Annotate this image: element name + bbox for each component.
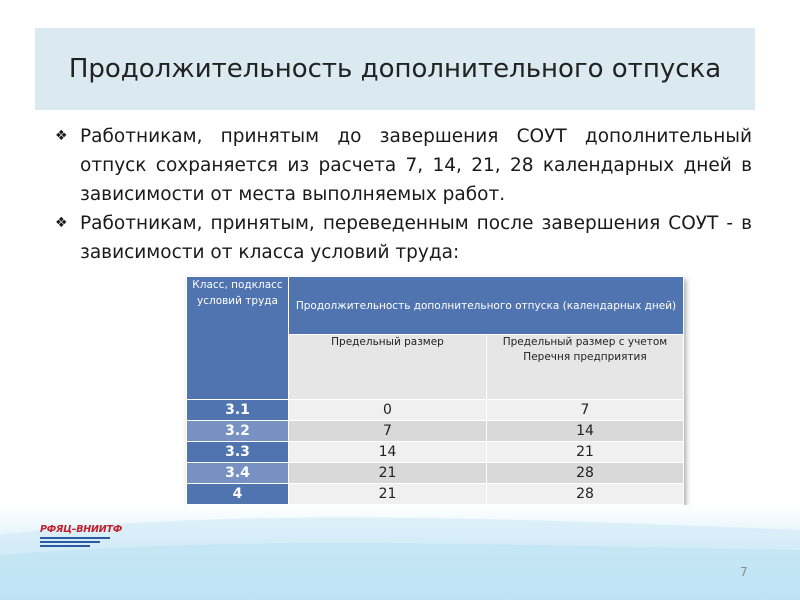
limit-list-cell: 14: [487, 421, 684, 442]
title-band: [35, 28, 755, 110]
table-row: [187, 463, 684, 484]
class-cell: 3.2: [187, 421, 289, 442]
table-row: [187, 442, 684, 463]
limit-list-cell: 21: [487, 442, 684, 463]
header-duration: Продолжительность дополнительного отпуска (календарных дней): [289, 277, 684, 335]
limit-cell: 21: [289, 463, 487, 484]
limit-cell: 21: [289, 484, 487, 505]
class-cell: 4: [187, 484, 289, 505]
table-row: [187, 421, 684, 442]
leave-duration-table: [186, 276, 684, 505]
header-class: Класс, подкласс условий труда: [187, 277, 289, 400]
table-row: [187, 484, 684, 505]
limit-cell: 0: [289, 400, 487, 421]
sub-header-limit: Предельный размер: [289, 335, 487, 400]
bullet-text: Работникам, принятым, переведенным после завершения СОУТ - в зависимости от класса условий труда:: [80, 213, 752, 263]
bullet-list: [55, 122, 752, 267]
sub-header-limit-list: Предельный размер с учетом Перечня предприятия: [487, 335, 684, 400]
limit-list-cell: 7: [487, 400, 684, 421]
logo-text: РФЯЦ–ВНИИТФ: [40, 524, 123, 535]
class-cell: 3.4: [187, 463, 289, 484]
bullet-text: Работникам, принятым до завершения СОУТ дополнительный отпуск сохраняется из расчета 7, 14, 21, 28 календарных дней в зависимости от места выполняемых работ.: [80, 126, 752, 205]
class-cell: 3.3: [187, 442, 289, 463]
limit-list-cell: 28: [487, 484, 684, 505]
bullet-item: [55, 122, 752, 209]
page-number: 7: [740, 565, 748, 579]
limit-list-cell: 28: [487, 463, 684, 484]
limit-cell: 7: [289, 421, 487, 442]
limit-cell: 14: [289, 442, 487, 463]
diamond-bullet-icon: ❖: [55, 128, 68, 144]
wave-graphic: [0, 505, 800, 600]
class-cell: 3.1: [187, 400, 289, 421]
diamond-bullet-icon: ❖: [55, 215, 68, 231]
bullet-item: [55, 209, 752, 267]
company-logo: [40, 522, 125, 550]
logo-lines-icon: [40, 522, 125, 550]
slide-title: Продолжительность дополнительного отпуска: [68, 54, 722, 84]
table-row: [187, 400, 684, 421]
bottom-wave-decoration: [0, 505, 800, 600]
